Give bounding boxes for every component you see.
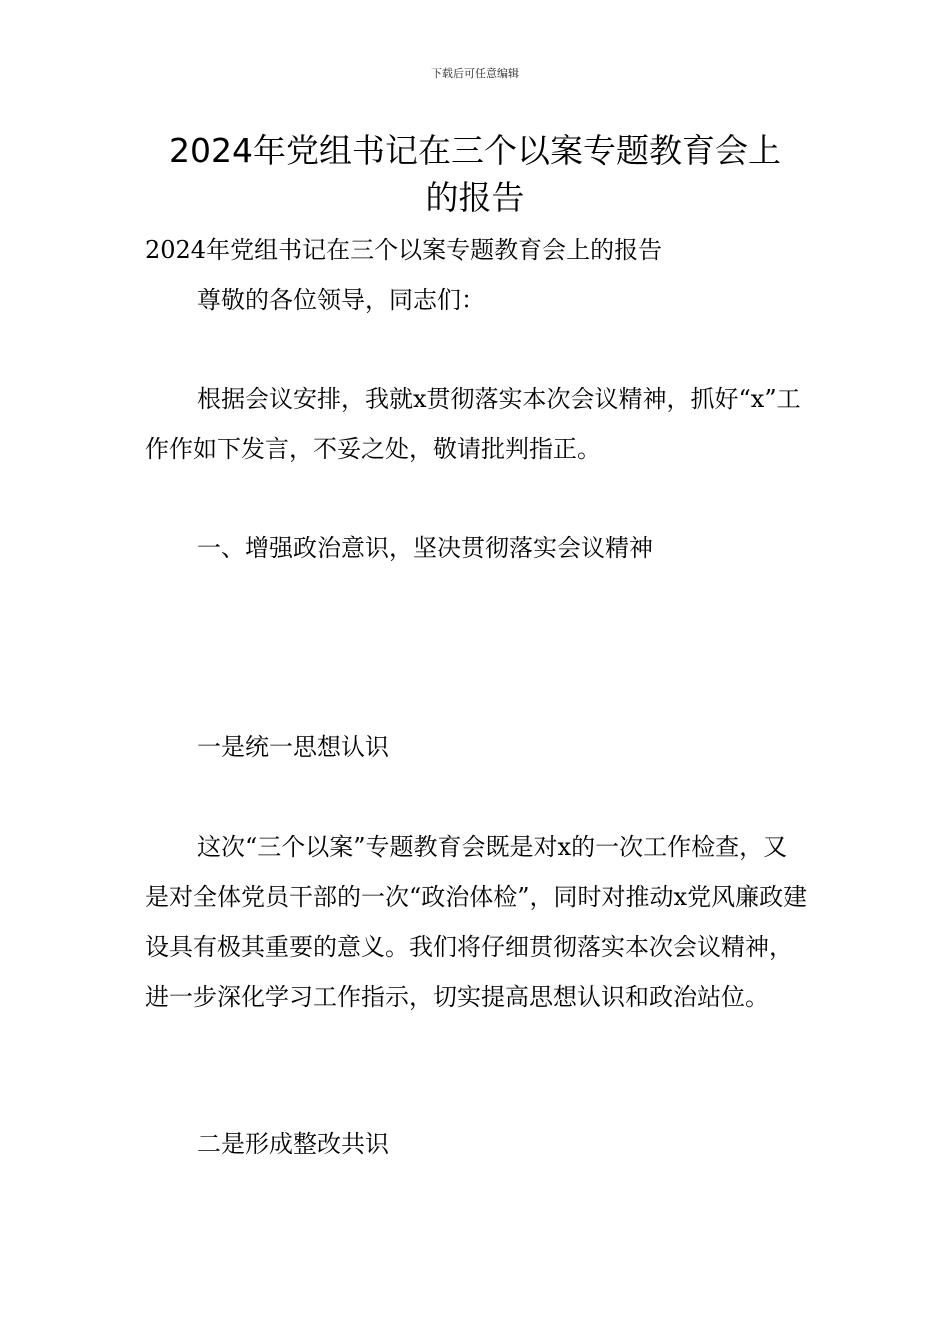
header-note: 下载后可任意编辑 — [431, 67, 519, 80]
document-title — [145, 127, 805, 221]
title-line-1: 2024年党组书记在三个以案专题教育会上 — [169, 131, 781, 170]
section-1-heading: 一、增强政治意识，坚决贯彻落实会议精神 — [197, 534, 653, 562]
point-2-heading: 二是形成整改共识 — [197, 1130, 389, 1158]
point-1-heading: 一是统一思想认识 — [197, 733, 389, 761]
title-line-2: 的报告 — [425, 178, 525, 217]
subtitle-paragraph: 2024年党组书记在三个以案专题教育会上的报告 — [145, 236, 663, 264]
greeting-paragraph: 尊敬的各位领导，同志们： — [197, 286, 485, 314]
intro-paragraph: 根据会议安排，我就x贯彻落实本次会议精神，抓好“x”工作作如下发言，不妥之处，敬请批判指正。 — [145, 385, 801, 463]
point-1-body: 这次“三个以案”专题教育会既是对x的一次工作检查，又是对全体党员干部的一次“政治体检”，同时对推动x党风廉政建设具有极其重要的意义。我们将仔细贯彻落实本次会议精神，进一步深化学习工作指示，切实提高思想认识和政治站位。 — [145, 833, 808, 1011]
